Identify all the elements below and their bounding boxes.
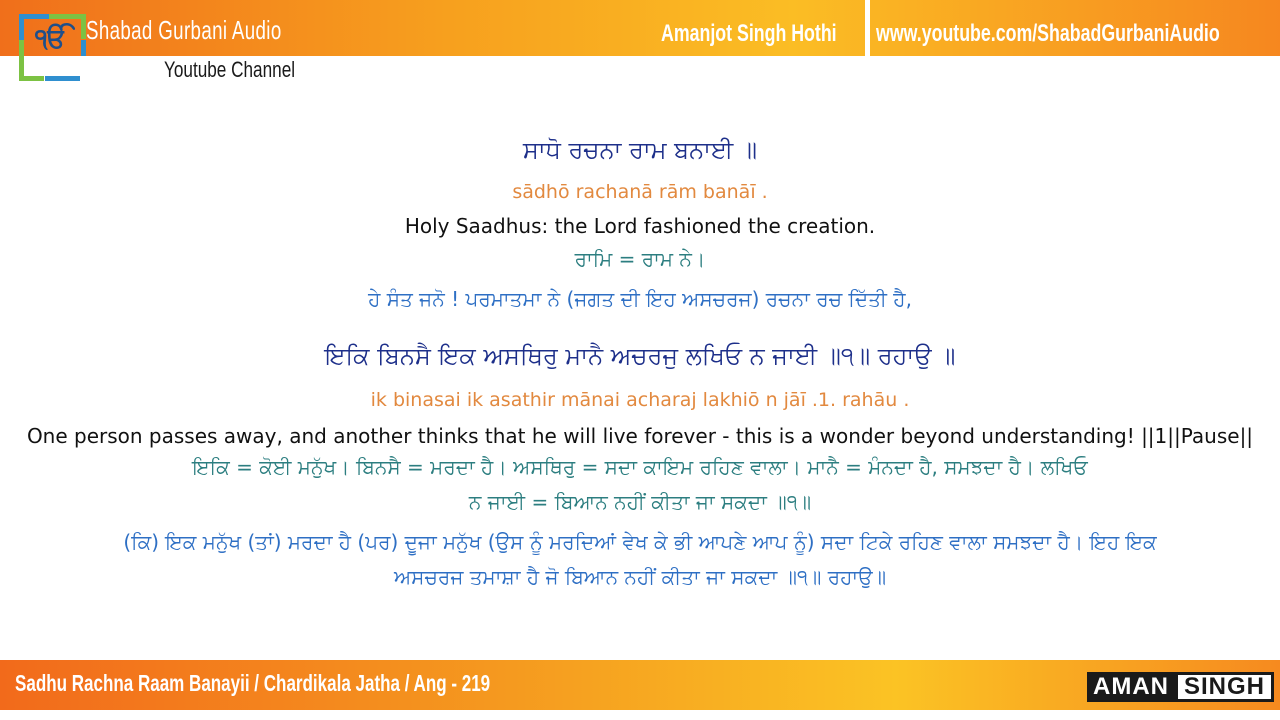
verse2-transliteration: ik binasai ik asathir mānai acharaj lakhiō n jāī .1. rahāu .: [370, 389, 910, 411]
logo-part-aman: AMAN: [1087, 672, 1175, 702]
verse2-english: One person passes away, and another thinks that he will live forever - this is a wonder beyond understanding! ||1||Pause||: [26, 424, 1254, 448]
aman-singh-logo: [1087, 672, 1274, 702]
header-divider: [865, 0, 870, 56]
verse1-transliteration: sādhō rachanā rām banāī .: [512, 181, 768, 203]
verse2-word-meaning-line1: ਇਕਿ = ਕੋਈ ਮਨੁੱਖ। ਬਿਨਸੈ = ਮਰਦਾ ਹੈ। ਅਸਥਿਰੁ = ਸਦਾ ਕਾਇਮ ਰਹਿਣ ਵਾਲਾ। ਮਾਨੈ = ਮੰਨਦਾ ਹੈ, ਸਮਝਦਾ ਹੈ। ਲਖਿਓ: [192, 455, 1088, 479]
logo-part-singh: SINGH: [1175, 672, 1274, 702]
author-name: Amanjot Singh Hothi: [661, 20, 837, 47]
verse1-english: Holy Saadhus: the Lord fashioned the creation.: [404, 214, 876, 238]
verse2-gurmukhi: ਇਕਿ ਬਿਨਸੈ ਇਕ ਅਸਥਿਰੁ ਮਾਨੈ ਅਚਰਜੁ ਲਖਿਓ ਨ ਜਾਈ ॥੧॥ ਰਹਾਉ ॥: [324, 342, 956, 370]
footer-bottom-strip: [0, 710, 1280, 720]
ik-onkar-glyph: ੴ: [35, 24, 67, 54]
header-banner: [0, 0, 1280, 56]
channel-logo-icon: [19, 14, 83, 78]
channel-url: www.youtube.com/ShabadGurbaniAudio: [876, 20, 1220, 47]
brand-subtitle: Youtube Channel: [164, 57, 296, 82]
verse1-gurmukhi: ਸਾਧੋ ਰਚਨਾ ਰਾਮ ਬਨਾਈ ॥: [522, 136, 758, 164]
brand-title: Shabad Gurbani Audio: [86, 15, 282, 45]
verse1-word-meaning: ਰਾਮਿ = ਰਾਮ ਨੇ।: [574, 247, 706, 271]
footer-caption: Sadhu Rachna Raam Banayii / Chardikala Jatha / Ang - 219: [15, 670, 491, 696]
verse2-punjabi-meaning-line2: ਅਸਚਰਜ ਤਮਾਸ਼ਾ ਹੈ ਜੋ ਬਿਆਨ ਨਹੀਂ ਕੀਤਾ ਜਾ ਸਕਦਾ ॥੧॥ ਰਹਾਉ॥: [393, 565, 887, 589]
verse1-punjabi-meaning: ਹੇ ਸੰਤ ਜਨੋ ! ਪਰਮਾਤਮਾ ਨੇ (ਜਗਤ ਦੀ ਇਹ ਅਸਚਰਜ) ਰਚਨਾ ਰਚ ਦਿੱਤੀ ਹੈ,: [368, 287, 912, 311]
verse2-punjabi-meaning-line1: (ਕਿ) ਇਕ ਮਨੁੱਖ (ਤਾਂ) ਮਰਦਾ ਹੈ (ਪਰ) ਦੂਜਾ ਮਨੁੱਖ (ਉਸ ਨੂੰ ਮਰਦਿਆਂ ਵੇਖ ਕੇ ਭੀ ਆਪਣੇ ਆਪ ਨੂੰ) ਸਦਾ ਟਿਕੇ ਰਹਿਣ ਵਾਲਾ ਸਮਝਦਾ ਹੈ। ਇਹ ਇਕ: [123, 530, 1157, 554]
verse2-word-meaning-line2: ਨ ਜਾਈ = ਬਿਆਨ ਨਹੀਂ ਕੀਤਾ ਜਾ ਸਕਦਾ ॥੧॥: [468, 490, 812, 514]
